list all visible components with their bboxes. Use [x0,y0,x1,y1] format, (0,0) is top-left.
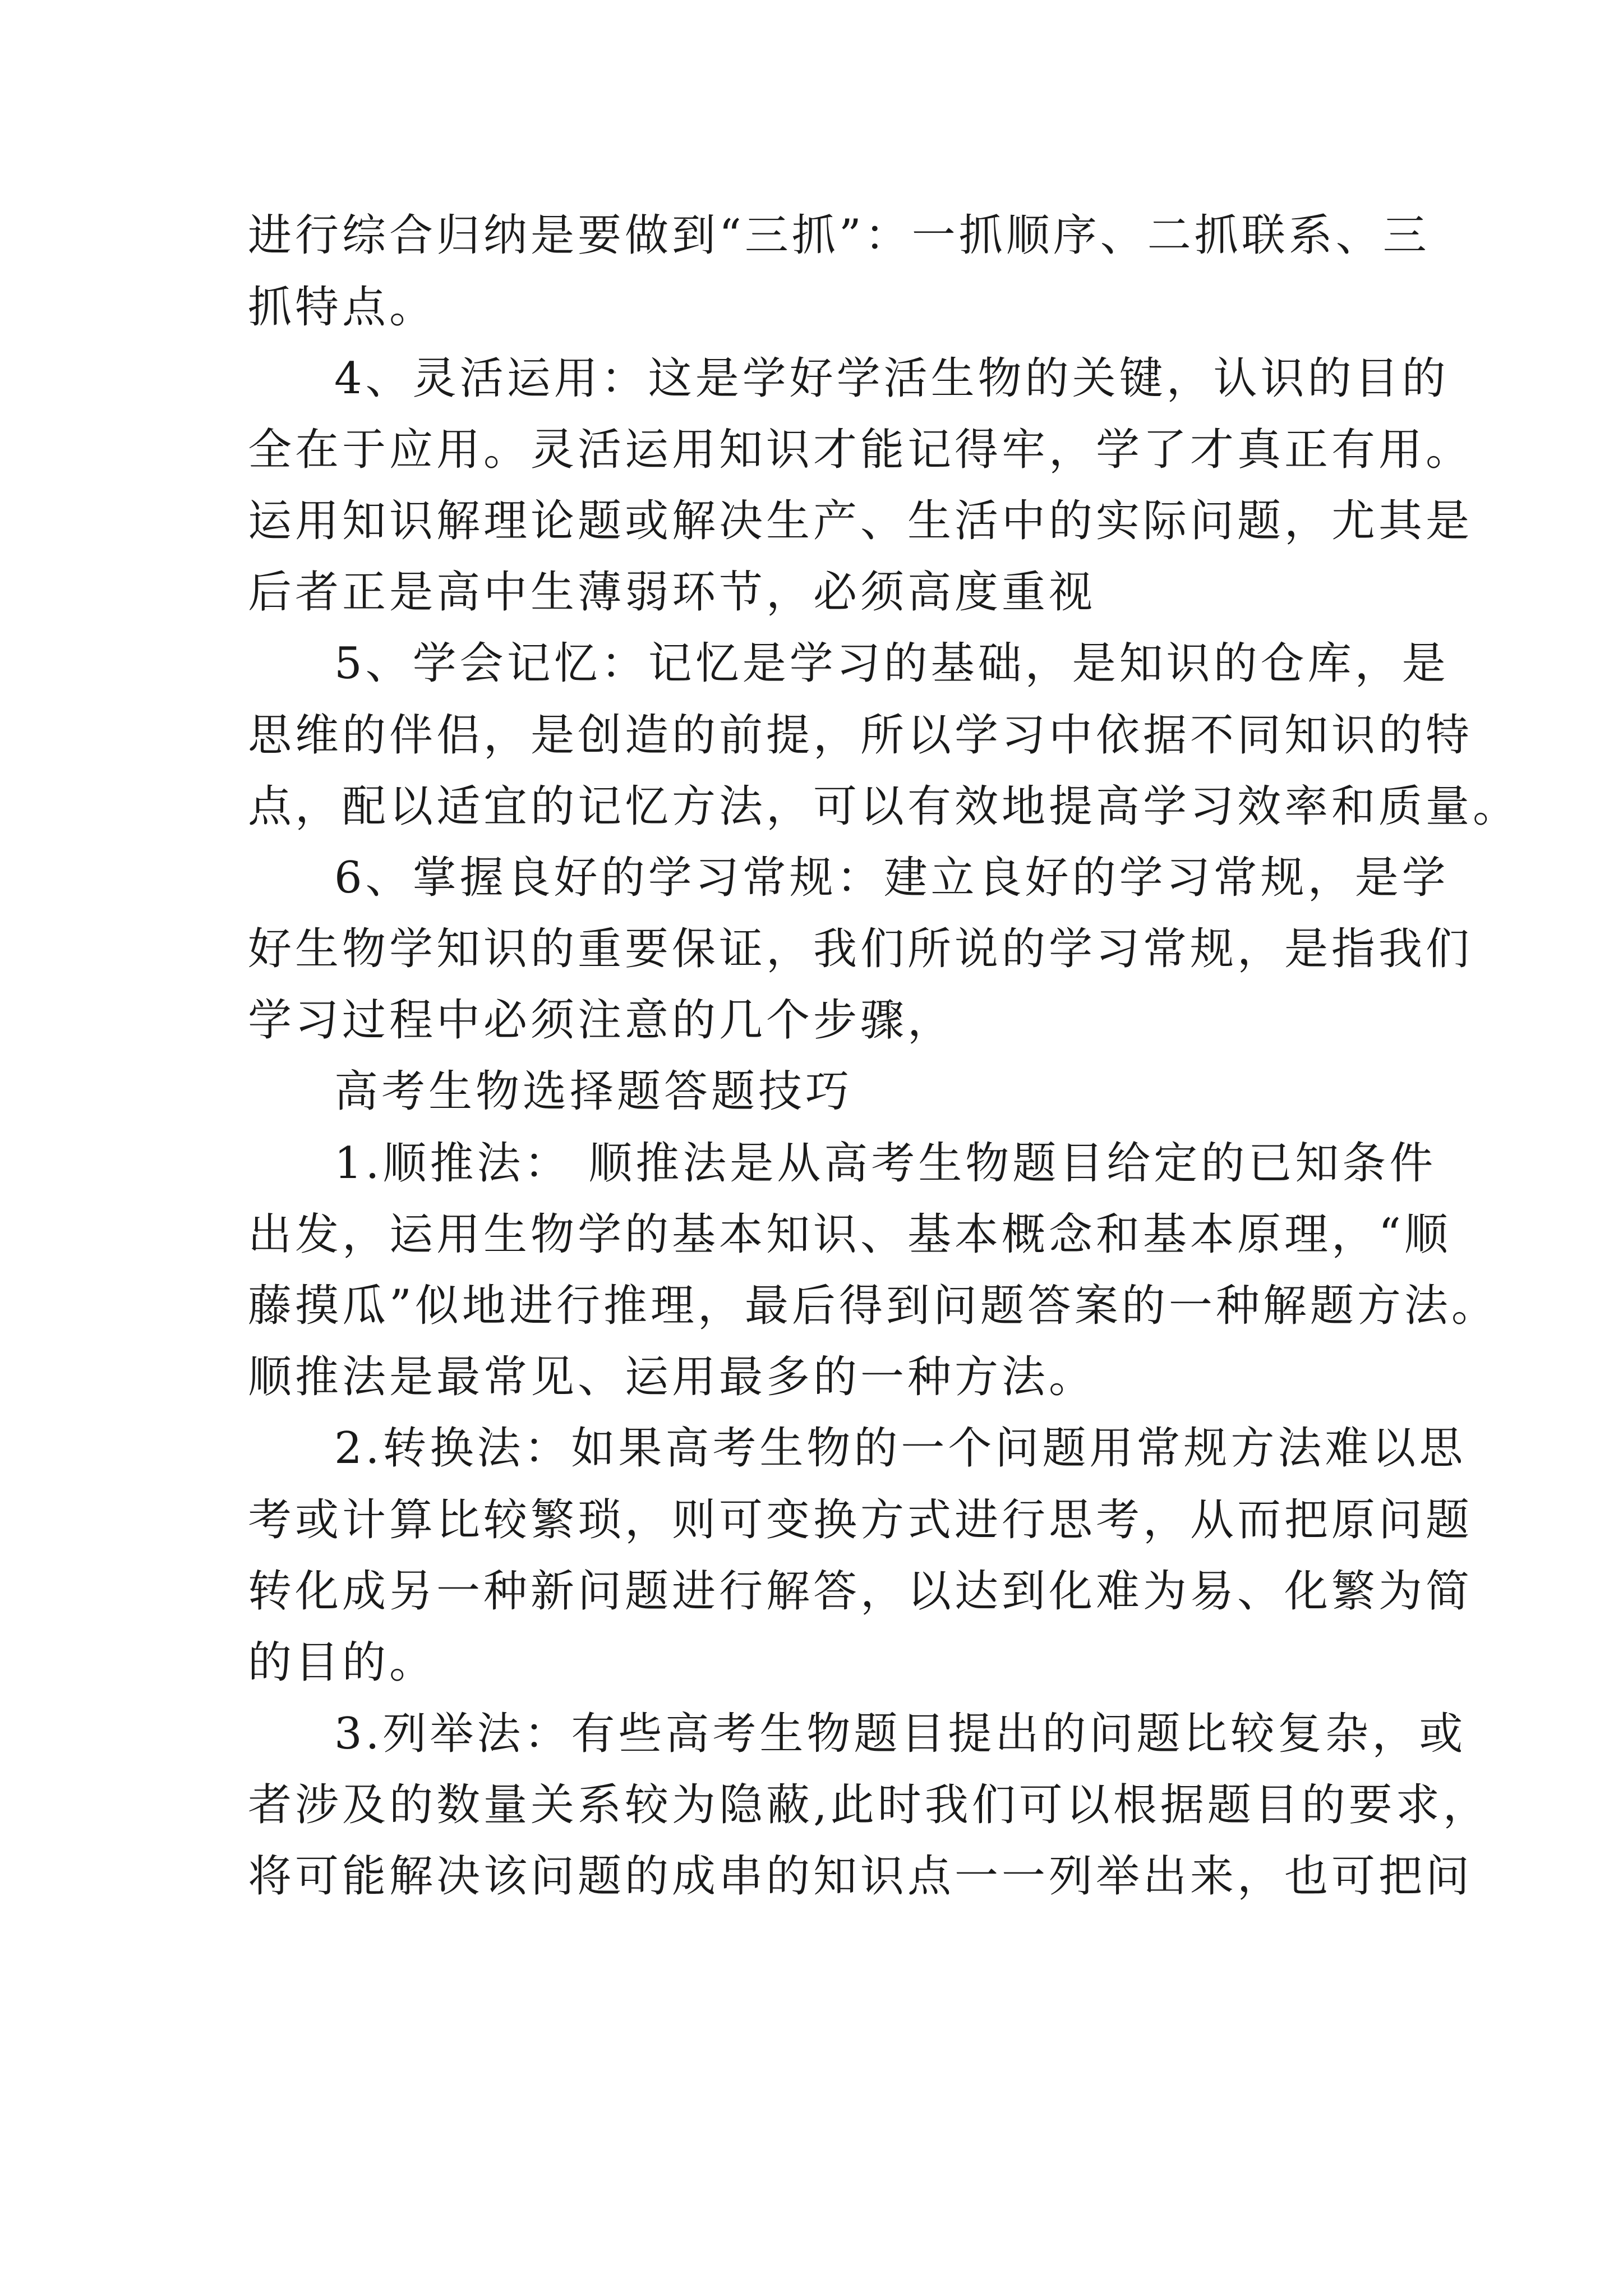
text-line: 好生物学知识的重要保证，我们所说的学习常规，是指我们 [248,924,1473,974]
text-line: 抓特点。 [248,282,437,333]
text-line: 者涉及的数量关系较为隐蔽,此时我们可以根据题目的要求， [248,1780,1490,1830]
text-line: 5、学会记忆：记忆是学习的基础，是知识的仓库，是 [334,638,1449,689]
text-line: 运用知识解理论题或解决生产、生活中的实际问题，尤其是 [248,496,1473,546]
text-line: 6、掌握良好的学习常规：建立良好的学习常规，是学 [334,853,1449,903]
text-line: 2.转换法：如果高考生物的一个问题用常规方法难以思 [334,1423,1467,1474]
text-line: 考或计算比较繁琐，则可变换方式进行思考，从而把原问题 [248,1495,1473,1545]
text-line: 3.列举法：有些高考生物题目提出的问题比较复杂，或 [334,1709,1467,1759]
text-line: 转化成另一种新问题进行解答，以达到化难为易、化繁为简 [248,1566,1473,1617]
text-line: 出发，运用生物学的基本知识、基本概念和基本原理，“顺 [248,1209,1451,1260]
text-line: 思维的伴侣，是创造的前提，所以学习中依据不同知识的特 [248,710,1473,761]
text-line: 全在于应用。灵活运用知识才能记得牢，学了才真正有用。 [248,425,1473,475]
text-line: 4、灵活运用：这是学好学活生物的关键，认识的目的 [334,353,1449,404]
text-line: 顺推法是最常见、运用最多的一种方法。 [248,1352,1096,1402]
section-heading: 高考生物选择题答题技巧 [334,1066,853,1117]
text-line: 学习过程中必须注意的几个步骤， [248,995,955,1046]
text-line: 将可能解决该问题的成串的知识点一一列举出来，也可把问 [248,1851,1473,1902]
text-line: 后者正是高中生薄弱环节，必须高度重视 [248,567,1096,618]
text-line: 进行综合归纳是要做到“三抓”：一抓顺序、二抓联系、三 [248,210,1430,261]
text-line: 藤摸瓜”似地进行推理，最后得到问题答案的一种解题方法。 [248,1281,1498,1331]
text-line: 1.顺推法： 顺推法是从高考生物题目给定的已知条件 [334,1138,1437,1189]
text-line: 的目的。 [248,1637,437,1688]
text-line: 点，配以适宜的记忆方法，可以有效地提高学习效率和质量。 [248,781,1520,832]
